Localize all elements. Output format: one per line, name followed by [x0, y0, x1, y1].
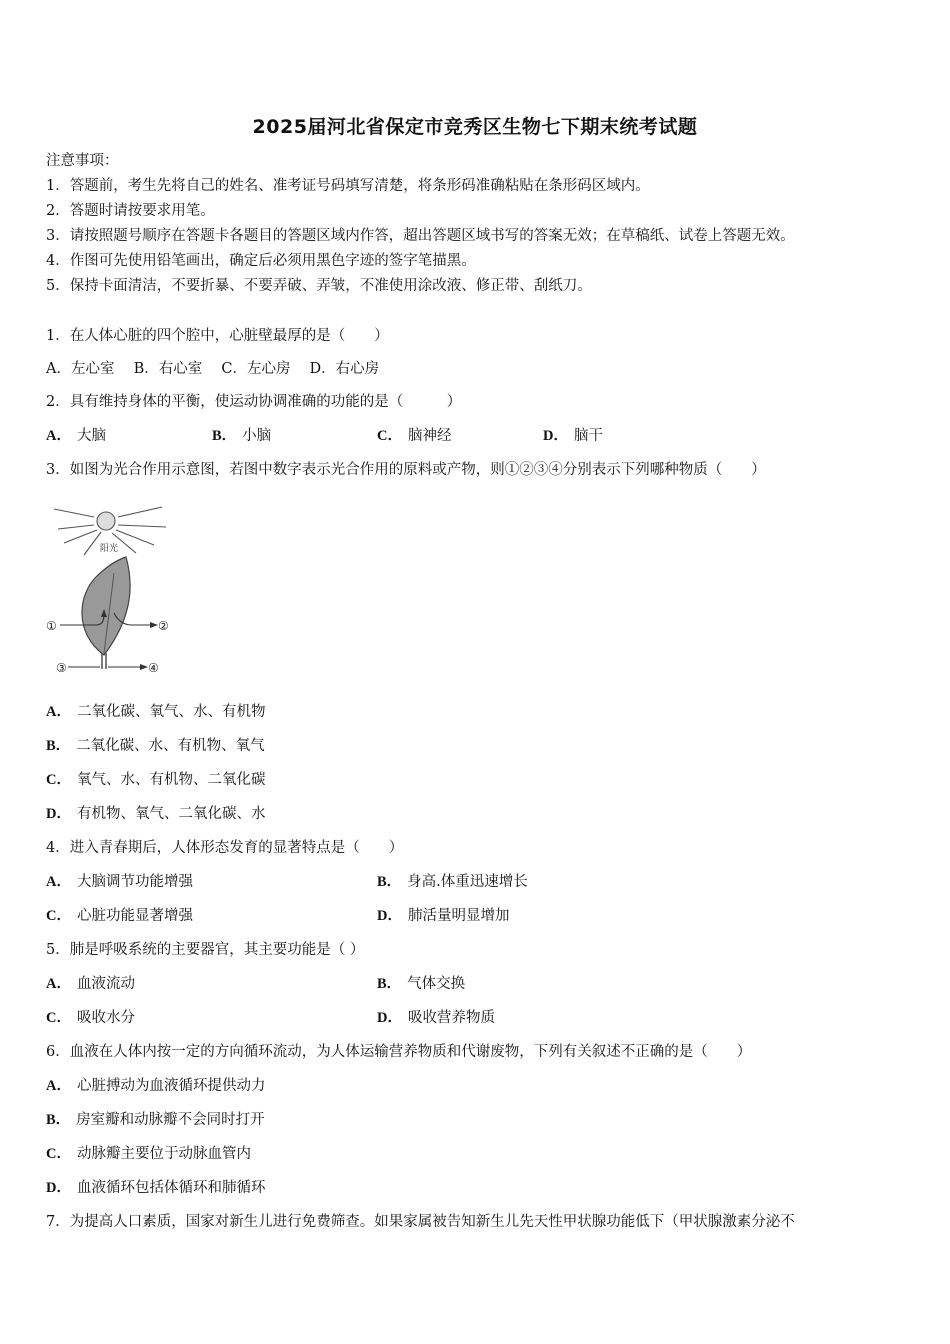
question-3-option-d: D． 有机物、氧气、二氧化碳、水 [46, 806, 266, 822]
sun-label: 阳光 [100, 544, 119, 554]
question-6-stem: 6．血液在人体内按一定的方向循环流动，为人体运输营养物质和代谢废物，下列有关叙述不正确的是（ ） [46, 1044, 752, 1060]
question-4-option-b: B． 身高.体重迅速增长 [377, 874, 528, 890]
question-1-stem: 1．在人体心脏的四个腔中，心脏壁最厚的是（ ） [46, 328, 389, 344]
mark-4: ④ [148, 661, 159, 675]
question-1-options: A．左心室 B．右心室 C．左心房 D．右心房 [46, 361, 380, 377]
question-7-stem: 7．为提高人口素质，国家对新生儿进行免费筛查。如果家属被告知新生儿先天性甲状腺功能低下（甲状腺激素分泌不 [46, 1214, 795, 1230]
question-2-option-d: D． 脑干 [543, 428, 603, 444]
mark-1: ① [46, 619, 57, 633]
mark-2: ② [158, 619, 169, 633]
question-6-option-c: C． 动脉瓣主要位于动脉血管内 [46, 1146, 251, 1162]
notice-item: 5．保持卡面清洁，不要折暴、不要弄破、弄皱，不准使用涂改液、修正带、刮纸刀。 [46, 278, 592, 294]
question-4-option-a: A． 大脑调节功能增强 [46, 874, 193, 890]
photosynthesis-diagram [44, 503, 176, 679]
question-5-stem: 5．肺是呼吸系统的主要器官，其主要功能是（ ） [46, 942, 365, 958]
mark-3: ③ [56, 661, 67, 675]
question-5-option-c: C． 吸收水分 [46, 1010, 135, 1026]
question-4-stem: 4．进入青春期后，人体形态发育的显著特点是（ ） [46, 840, 404, 856]
question-2-option-b: B． 小脑 [212, 428, 272, 444]
question-3-option-b: B． 二氧化碳、水、有机物、氧气 [46, 738, 265, 754]
question-2-option-c: C． 脑神经 [377, 428, 452, 444]
question-4-option-c: C． 心脏功能显著增强 [46, 908, 193, 924]
question-5-option-b: B． 气体交换 [377, 976, 466, 992]
question-3-option-c: C． 氧气、水、有机物、二氧化碳 [46, 772, 266, 788]
question-3-option-a: A． 二氧化碳、氧气、水、有机物 [46, 704, 266, 720]
question-2-stem: 2．具有维持身体的平衡，使运动协调准确的功能的是（ ） [46, 394, 462, 410]
page-title: 2025届河北省保定市竞秀区生物七下期末统考试题 [252, 116, 698, 138]
question-2-option-a: A． 大脑 [46, 428, 106, 444]
question-5-option-a: A． 血液流动 [46, 976, 135, 992]
question-5-option-d: D． 吸收营养物质 [377, 1010, 495, 1026]
notice-item: 4．作图可先使用铅笔画出，确定后必须用黑色字迹的签字笔描黑。 [46, 253, 476, 269]
notice-item: 3．请按照题号顺序在答题卡各题目的答题区域内作答，超出答题区域书写的答案无效；在草稿纸、试卷上答题无效。 [46, 228, 795, 244]
notice-heading: 注意事项： [46, 153, 119, 169]
question-4-option-d: D． 肺活量明显增加 [377, 908, 510, 924]
question-6-option-a: A． 心脏搏动为血液循环提供动力 [46, 1078, 266, 1094]
notice-item: 1．答题前，考生先将自己的姓名、准考证号码填写清楚，将条形码准确粘贴在条形码区域内。 [46, 178, 650, 194]
question-6-option-b: B． 房室瓣和动脉瓣不会同时打开 [46, 1112, 265, 1128]
question-6-option-d: D． 血液循环包括体循环和肺循环 [46, 1180, 266, 1196]
notice-item: 2．答题时请按要求用笔。 [46, 203, 215, 219]
question-3-stem: 3．如图为光合作用示意图，若图中数字表示光合作用的原料或产物，则①②③④分别表示下列哪种物质（ ） [46, 462, 766, 478]
